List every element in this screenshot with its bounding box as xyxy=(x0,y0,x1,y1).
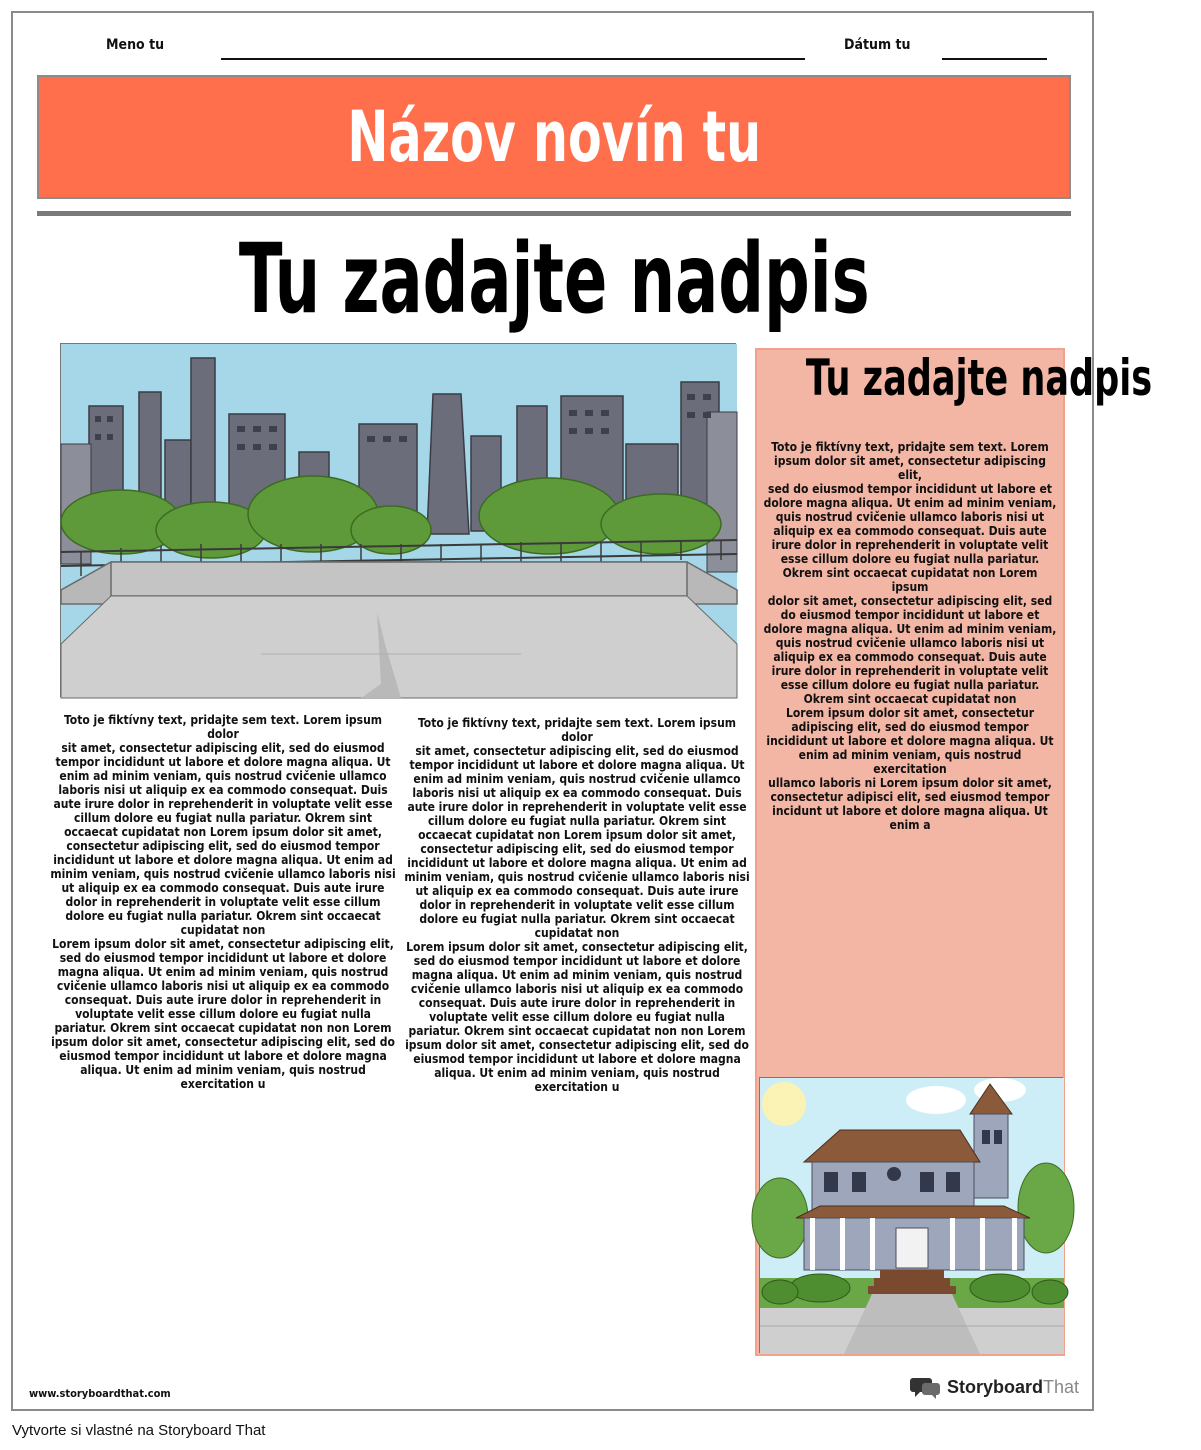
newspaper-title: Názov novín tu xyxy=(347,96,761,178)
logo-word-that: That xyxy=(1043,1376,1080,1397)
speech-bubbles-icon xyxy=(911,1375,941,1399)
date-label: Dátum tu xyxy=(844,37,911,53)
masthead-divider xyxy=(37,211,1071,216)
logo-word-storyboard: Storyboard xyxy=(947,1376,1044,1397)
name-input-line[interactable] xyxy=(221,58,805,60)
main-headline-text: Tu zadajte nadpis xyxy=(238,223,870,335)
city-rooftop-illustration xyxy=(61,344,737,698)
date-input-line[interactable] xyxy=(942,58,1047,60)
city-rooftop-image xyxy=(60,343,736,697)
sidebar-headline xyxy=(757,349,1153,430)
worksheet-page xyxy=(11,11,1153,1411)
house-image xyxy=(759,1077,1063,1353)
article-column-2: Toto je fiktívny text, pridajte sem text. Lorem ipsum dolor sit amet, consectetur adipiscing elit, sed do eiusmod tempor incididunt ut labore et dolore magna aliqua. Ut enim ad minim veniam, quis nostrud cvičenie ullamco laboris nisi ut aliquip ex ea commodo consequat. Duis aute irure dolor in reprehenderit in voluptate velit esse cillum dolore eu fugiat nulla pariatur. Okrem sint occaecat cupidatat non Lorem ipsum dolor sit amet, consectetur adipiscing elit, sed do eiusmod tempor incididunt ut labore et dolore magna aliqua. Ut enim ad minim veniam, quis nostrud cvičenie ullamco laboris nisi ut aliquip ex ea commodo consequat. Duis aute irure dolor in reprehenderit in voluptate velit esse cillum dolore eu fugiat nulla pariatur. Okrem sint occaecat cupidatat non Lorem ipsum dolor sit amet, consectetur adipiscing elit, sed do eiusmod tempor incididunt ut labore et dolore magna aliqua. Ut enim ad minim veniam, quis nostrud cvičenie ullamco laboris nisi ut aliquip ex ea commodo consequat. Duis aute irure dolor in reprehenderit in voluptate velit esse cillum dolore eu fugiat nulla pariatur. Okrem sint occaecat cupidatat non non Lorem ipsum dolor sit amet, consectetur adipiscing elit, sed do eiusmod tempor incididunt ut labore et dolore magna aliqua. Ut enim ad minim veniam, quis nostrud exercitation u xyxy=(404,716,750,1094)
storyboardthat-logo xyxy=(911,1375,1079,1399)
sidebar-article: Toto je fiktívny text, pridajte sem text. Lorem ipsum dolor sit amet, consectetur adipiscing elit, sed do eiusmod tempor incididunt ut labore et dolore magna aliqua. Ut enim ad minim veniam, quis nostrud cvičenie ullamco laboris nisi ut aliquip ex ea commodo consequat. Duis aute irure dolor in reprehenderit in voluptate velit esse cillum dolore eu fugiat nulla pariatur. Okrem sint occaecat cupidatat non Lorem ipsum dolor sit amet, consectetur adipiscing elit, sed do eiusmod tempor incididunt ut labore et dolore magna aliqua. Ut enim ad minim veniam, quis nostrud cvičenie ullamco laboris nisi ut aliquip ex ea commodo consequat. Duis aute irure dolor in reprehenderit in voluptate velit esse cillum dolore eu fugiat nulla pariatur. Okrem sint occaecat cupidatat non Lorem ipsum dolor sit amet, consectetur adipiscing elit, sed do eiusmod tempor incididunt ut labore et dolore magna aliqua. Ut enim ad minim veniam, quis nostrud exercitation ullamco laboris ni Lorem ipsum dolor sit amet, consectetur adipisci elit, sed eiusmod tempor incidunt ut labore et dolore magna aliqua. Ut enim a xyxy=(763,440,1057,832)
house-illustration xyxy=(760,1078,1064,1354)
main-headline xyxy=(37,223,1071,335)
newspaper-masthead xyxy=(37,75,1071,199)
article-column-1: Toto je fiktívny text, pridajte sem text. Lorem ipsum dolor sit amet, consectetur adipiscing elit, sed do eiusmod tempor incididunt ut labore et dolore magna aliqua. Ut enim ad minim veniam, quis nostrud cvičenie ullamco laboris nisi ut aliquip ex ea commodo consequat. Duis aute irure dolor in reprehenderit in voluptate velit esse cillum dolore eu fugiat nulla pariatur. Okrem sint occaecat cupidatat non Lorem ipsum dolor sit amet, consectetur adipiscing elit, sed do eiusmod tempor incididunt ut labore et dolore magna aliqua. Ut enim ad minim veniam, quis nostrud cvičenie ullamco laboris nisi ut aliquip ex ea commodo consequat. Duis aute irure dolor in reprehenderit in voluptate velit esse cillum dolore eu fugiat nulla pariatur. Okrem sint occaecat cupidatat non Lorem ipsum dolor sit amet, consectetur adipiscing elit, sed do eiusmod tempor incididunt ut labore et dolore magna aliqua. Ut enim ad minim veniam, quis nostrud cvičenie ullamco laboris nisi ut aliquip ex ea commodo consequat. Duis aute irure dolor in reprehenderit in voluptate velit esse cillum dolore eu fugiat nulla pariatur. Okrem sint occaecat cupidatat non non Lorem ipsum dolor sit amet, consectetur adipiscing elit, sed do eiusmod tempor incididunt ut labore et dolore magna aliqua. Ut enim ad minim veniam, quis nostrud exercitation u xyxy=(50,713,396,1091)
logo-wordmark xyxy=(947,1377,1079,1398)
sidebar-headline-text: Tu zadajte nadpis xyxy=(805,349,1153,407)
footer-url[interactable]: www.storyboardthat.com xyxy=(29,1387,171,1400)
bottom-caption[interactable]: Vytvorte si vlastné na Storyboard That xyxy=(12,1422,266,1439)
name-label: Meno tu xyxy=(106,37,165,53)
